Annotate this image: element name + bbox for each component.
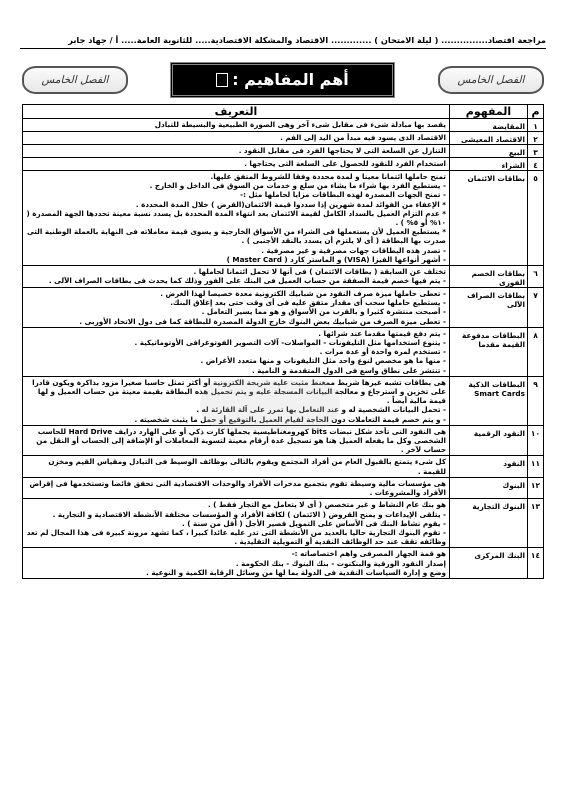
definition-line: هو بنك عام النشاط و غير متخصص ( أى لا يتعامل مع التجار فقط ) . <box>207 500 446 510</box>
concept-definition <box>23 477 450 498</box>
concept-definition <box>23 376 450 425</box>
definition-line: * عدم التزام العميل بالسداد الكامل لقيمة الائتمان بعد انتهاء المدة المحددة بل يسدد نسبة معينة تحددها الجهة المصدرة ( ١٠% أو ٥% ) . <box>26 208 446 228</box>
table-row <box>23 171 544 266</box>
concept-definition <box>23 158 450 171</box>
concept-definition <box>23 288 450 328</box>
row-number: ١ <box>528 119 544 132</box>
definition-line: - أشهر أنواعها الفيزا (VISA) و الماستر كارد ( Master Card ) <box>226 254 446 264</box>
definition-line: الاقتصاد الذى يسود فيه مبدأ من اليد إلى الفم . <box>280 133 446 142</box>
row-number: ١٤ <box>528 548 544 579</box>
definition-line: - تحمل البيانات الشخصية له و عند التعامل بها تمرر على آلة القارئة له . <box>196 405 446 415</box>
chapter-label-left: الفصل الخامس <box>22 66 128 94</box>
table-row <box>23 376 544 425</box>
definition-line: هو قمة الجهاز المصرفى واهم اختصاصاته :- <box>291 549 446 559</box>
concepts-title <box>170 62 395 98</box>
definition-line: * يستطيع العميل لأن يستعملها فى الشراء من الأسواق الخارجية و يسوى قيمة معاملاته فى النهاية بالعملة الوطنية التى صدرت بها البطاقة ( أى لا يلتزم أن يسدد بالنقد الأجنبى ) . <box>26 227 446 246</box>
concept-name: الاقتصاد المعيشى <box>450 132 528 145</box>
concept-name: النقود <box>450 456 528 477</box>
row-number: ١١ <box>528 456 544 477</box>
definition-line: كل شىء يتمتع بالقبول العام من أفراد المجتمع ويقوم بالتالى بوظائف الوسيط فى التبادل ومقياس القيم ومخزن للقيمة . <box>48 457 446 476</box>
table-row <box>23 132 544 145</box>
definition-line: - يقوم نشاط البنك فى الأساس على التمويل قصير الأجل ( أقل من سنة ) . <box>182 518 446 528</box>
definition-line: - يتلقى الإيداعات و يمنح القروض ( الائتمان ) لكافة الأفراد و المؤسسات مختلفة الأنشطة الاقتصادية و التجارية . <box>52 509 446 519</box>
definition-line: التنازل عن السلعة التى لا يحتاجها الفرد فى مقابل النقود . <box>238 146 446 155</box>
definition-line: - يتم دفع قيمتها مقدما عند شرائها . <box>318 328 446 338</box>
table-row <box>23 158 544 171</box>
concept-name: البطاقات الذكية Smart Cards <box>450 376 528 425</box>
definition-line: هى مؤسسات مالية وسيطة تقوم بتجميع مدخرات الأفراد والوحدات الاقتصادية التى تحقق فائضا وتستخدمها فى إقراض الأفراد والمشروعات . <box>29 478 446 498</box>
concept-name: البنك المركزى <box>450 548 528 579</box>
concept-definition <box>23 327 450 376</box>
definition-line: - يتم فيها خصم قيمة الصفقة من حساب العميل فى البنك على الفور وذلك كما يحدث فى بطاقات الصراف الآلى . <box>48 276 446 286</box>
definition-line: - و يتم خصم قيمة التعاملات دون الحاجة لقيام العميل بالتوقيع أو حمل ما يثبت شخصيته . <box>134 414 446 424</box>
concept-definition <box>23 499 450 548</box>
row-number: ٧ <box>528 288 544 328</box>
header-concept: المفهوم <box>450 105 528 119</box>
concept-definition <box>23 548 450 579</box>
definition-line: - تعطى حاملها ميزة صرف النقود من شبابيك الكترونية معدة خصيصا لهذا الغرض . <box>160 289 446 299</box>
concepts-title-text: أهم المفاهيم : <box>232 70 349 89</box>
definition-line: استخدام الفرد للنقود للحصول على السلعة التى يحتاجها . <box>244 159 446 168</box>
definition-line: - يستطيع الفرد بها شراء ما يشاء من سلع و خدمات من السوق فى الداخل و الخارج . <box>149 181 446 191</box>
definition-line: - تمنح الجهات المصدرة لهذه البطاقات مزايا لحاملها مثل :- <box>240 190 446 200</box>
definition-line: - تعطى ميزة الصرف من شبابيك بعض البنوك خارج الدولة المصدرة للبطاقة كما فى دول الاتحاد الأوربى . <box>79 316 446 326</box>
concept-name: البنوك التجارية <box>450 499 528 548</box>
row-number: ١٢ <box>528 477 544 498</box>
definition-line: - تصدر هذه البطاقات جهات مصرفية و غير مصرفية . <box>261 245 446 255</box>
table-row <box>23 327 544 376</box>
definition-line: - منها ما هو مخصص لنوع واحد مثل التليفونات و منها متعدد الأغراض . <box>200 356 446 366</box>
checkbox-square-icon <box>216 73 228 87</box>
table-row <box>23 477 544 498</box>
definition-line: هى بطاقات تشبه غيرها شريط ممغنط مثبت عليه شريحة الكترونية أو أكثر تمثل حاسبا صغيرا مزود بذاكرة ويكون قادرا على تخزين و استرجاع و معالجة البيانات المسجلة عليه و يتم تحميل هذه البطاقة بقيمة معينة من حساب العميل و لها قيمة مالية أيضاً . <box>32 377 446 406</box>
definition-line: - تقوم البنوك التجارية حاليا بالعديد من الأنشطة التى تدر عليه عائدا كبيرا ، كما تشهد مرونة كبيرة فى هذا المجال لم تعد وظائفه تقف عند حد الوظائف النقدية أو التمويلية التقليدية . <box>26 527 446 547</box>
concept-definition <box>23 266 450 288</box>
concept-name: البطاقات مدفوعة القيمة مقدما <box>450 327 528 376</box>
header-num: م <box>528 105 544 119</box>
table-row <box>23 145 544 158</box>
row-number: ١٣ <box>528 499 544 548</box>
header-definition: التعريف <box>23 105 450 119</box>
row-number: ١٠ <box>528 425 544 456</box>
chapter-banner <box>22 62 544 98</box>
table-row <box>23 456 544 477</box>
definition-line: - يتنوع استخدامها مثل التليفونات - المواصلات- آلات التصوير الفوتوغرافى الأوتوماتيكية . <box>134 338 446 348</box>
table-row <box>23 266 544 288</box>
page-header: مراجعة اقتصاد............... ( ليلة الامتحان ) ............. الاقتصاد والمشكلة الاقتصادية..... للثانوية العامة..... أ / جهاد جابر <box>20 33 546 49</box>
definition-line: تختلف عن السابقة ( بطاقات الائتمان ) فى أنها لا تحمل ائتمانا لحاملها . <box>193 267 446 277</box>
row-number: ٢ <box>528 132 544 145</box>
chapter-label-right: الفصل الخامس <box>438 66 544 94</box>
table-row <box>23 119 544 132</box>
table-header-row <box>23 105 544 119</box>
concept-definition <box>23 132 450 145</box>
concept-definition <box>23 145 450 158</box>
definition-line: - تستخدم لمرة واحدة أو عدة مرات . <box>319 347 446 357</box>
row-number: ٥ <box>528 171 544 266</box>
concept-name: البيع <box>450 145 528 158</box>
row-number: ٩ <box>528 376 544 425</box>
concept-name: الشراء <box>450 158 528 171</box>
concept-definition <box>23 171 450 266</box>
definition-line: - أصبحت منتشرة كثيرا و بالقرب من الأسواق و هو مما يسير التعامل . <box>201 307 446 317</box>
concepts-table <box>22 104 544 579</box>
definition-line: - يستطيع حاملها سحب أى مقدار متفق عليه فى أى وقت حتى بعد إغلاق البنك. <box>170 298 446 308</box>
definition-line: وضع و إدارة السياسات النقدية فى الدولة بما لها من وسائل الرقابة الكمية و النوعية . <box>146 567 446 577</box>
table-row <box>23 548 544 579</box>
definition-line: تمنح حاملها ائتمانا معينا و لمدة محددة وفقا للشروط المتفق عليها. <box>210 172 446 181</box>
concept-name: بطاقات الصراف الآلى <box>450 288 528 328</box>
row-number: ٦ <box>528 266 544 288</box>
definition-line: إصدار النقود الورقية والبنكنوت - بنك البنوك - بنك الحكومة . <box>235 558 446 568</box>
row-number: ٣ <box>528 145 544 158</box>
concept-name: النقود الرقمية <box>450 425 528 456</box>
concept-name: بطاقات الائتمان <box>450 171 528 266</box>
concept-definition <box>23 425 450 456</box>
definition-line: - تنتشر على نطاق واسع فى الدول المتقدمة و النامية . <box>252 365 446 375</box>
concept-definition <box>23 456 450 477</box>
concept-name: البنوك <box>450 477 528 498</box>
table-row <box>23 499 544 548</box>
concept-name: المقايضة <box>450 119 528 132</box>
definition-line: هى النقود التى تأخذ شكل نبضات bits كهرومغناطيسية يحملها كارت ذكي أو على الهارد درايف Hard Drive للحاسب الشخصى وكل ما يفعله العميل هنا هو تسجيل عدة أرقام معينة لتسوية المعاملات أو الإضافة إلى الحساب أو النقل من حساب لآخر . <box>36 426 446 455</box>
row-number: ٤ <box>528 158 544 171</box>
concept-definition <box>23 119 450 132</box>
definition-line: يقصد بها مبادلة شىء فى مقابل شىء آخر وهى الصورة الطبيعية والبسيطة للتبادل <box>154 120 446 129</box>
table-row <box>23 288 544 328</box>
table-row <box>23 425 544 456</box>
concept-name: بطاقات الخصم الفورى <box>450 266 528 288</box>
definition-line: * الإعفاء من الفوائد لمدة شهرين إذا سددوا قيمة الائتمان(القرض ) خلال المدة المحددة . <box>135 199 446 209</box>
row-number: ٨ <box>528 327 544 376</box>
